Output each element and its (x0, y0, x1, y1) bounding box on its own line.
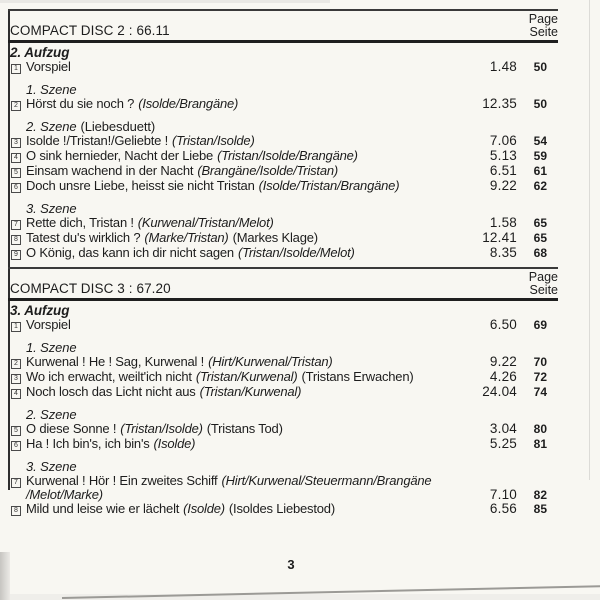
track-note: (Tristans Tod) (206, 421, 283, 436)
track-note: (Isoldes Liebestod) (228, 501, 335, 516)
track-cast: (Tristan/Isolde/Brangäne) (217, 148, 358, 163)
track-number (11, 474, 26, 489)
track-title-text: Noch losch das Licht nicht aus (26, 384, 196, 399)
track-number (11, 246, 26, 261)
track-number-box: 2 (11, 101, 21, 111)
track-title (26, 97, 459, 111)
track-number-box: 5 (11, 168, 21, 178)
track-cast: (Marke/Tristan) (144, 230, 229, 245)
track-number (11, 422, 26, 437)
track-title-text: Tatest du's wirklich ? (26, 230, 141, 245)
scene-heading-text: 1. Szene (26, 82, 77, 97)
track-page: 61 (533, 164, 547, 178)
track-row (8, 318, 558, 333)
track-number-box: 5 (11, 426, 21, 436)
scene-heading (26, 83, 558, 97)
track-time: 5.13 (489, 148, 517, 163)
track-title-text: Einsam wachend in der Nacht (26, 163, 194, 178)
track-title-text: Mild und leise wie er lächelt (26, 501, 180, 516)
track-time: 3.04 (489, 421, 517, 436)
track-page: 65 (533, 216, 547, 230)
track-title (26, 385, 459, 399)
track-page: 50 (533, 60, 547, 74)
track-title (26, 60, 459, 74)
track-number (11, 134, 26, 149)
track-row (8, 370, 558, 385)
track-title-text: Vorspiel (26, 59, 71, 74)
page-label-en: Page (528, 270, 558, 284)
track-cast: (Tristan/Isolde/Melot) (237, 245, 355, 260)
track-number-box: 6 (11, 183, 21, 193)
track-title (26, 474, 459, 502)
track-cast: (Isolde) (153, 436, 196, 451)
disc-title: COMPACT DISC 3 : 67.20 (10, 281, 171, 296)
right-edge-line (589, 0, 590, 480)
track-cast: (Tristan/Kurwenal) (199, 384, 302, 399)
track-row (8, 149, 558, 164)
track-cast: (Isolde/Brangäne) (138, 96, 239, 111)
track-page: 70 (533, 355, 547, 369)
scene-heading (26, 408, 558, 422)
track-number-box: 8 (11, 235, 21, 245)
track-cast: (Kurwenal/Tristan/Melot) (137, 215, 274, 230)
disc-title: COMPACT DISC 2 : 66.11 (10, 23, 170, 38)
track-page: 68 (533, 246, 547, 260)
track-page: 81 (533, 437, 547, 451)
track-title (26, 246, 459, 260)
track-title (26, 134, 459, 148)
scene-heading (26, 341, 558, 355)
track-row (8, 231, 558, 246)
scene-heading-note: (Liebesduett) (80, 119, 156, 134)
track-cast: (Hirt/Kurwenal/Steuermann/Brangäne (221, 473, 432, 488)
scene-heading-text: 3. Szene (26, 201, 77, 216)
track-number (11, 437, 26, 452)
track-row (8, 355, 558, 370)
track-number-box: 3 (11, 138, 21, 148)
track-number (11, 60, 26, 75)
track-row (8, 422, 558, 437)
scene-heading (26, 120, 558, 134)
track-title-text: O König, das kann ich dir nicht sagen (26, 245, 234, 260)
track-number (11, 502, 26, 517)
disc-section-3 (8, 267, 558, 517)
track-page: 69 (533, 318, 547, 332)
track-row (8, 216, 558, 231)
track-time: 6.56 (489, 501, 517, 516)
track-title (26, 502, 459, 516)
track-title-text: Kurwenal ! Hör ! Ein zweites Schiff (26, 473, 218, 488)
track-page: 80 (533, 422, 547, 436)
scene-heading-text: 2. Szene (26, 407, 77, 422)
track-page: 72 (533, 370, 547, 384)
disc-header (8, 267, 558, 301)
scene-heading-text: 2. Szene (26, 119, 77, 134)
track-number-box: 4 (11, 389, 21, 399)
scene-heading (26, 460, 558, 474)
page-label-de: Seite (529, 24, 558, 39)
act-heading: 3. Aufzug (10, 303, 70, 318)
track-number (11, 164, 26, 179)
track-number-box: 7 (11, 478, 21, 488)
track-cast-continued: /Melot/Marke) (26, 487, 103, 502)
track-cast: (Isolde) (183, 501, 225, 516)
tracklist-content (8, 9, 558, 517)
track-number (11, 179, 26, 194)
track-title-text: Isolde !/Tristan!/Geliebte ! (26, 133, 169, 148)
track-page: 54 (533, 134, 547, 148)
track-row (8, 474, 558, 502)
track-page: 85 (533, 502, 547, 516)
act-heading: 2. Aufzug (10, 45, 70, 60)
scene-heading-text: 1. Szene (26, 340, 77, 355)
track-number-box: 1 (11, 64, 21, 74)
track-number-box: 2 (11, 359, 21, 369)
track-time: 1.48 (489, 59, 517, 74)
page-label-de: Seite (529, 282, 558, 297)
footer-page-number: 3 (287, 557, 295, 572)
scene-heading-text: 3. Szene (26, 459, 77, 474)
track-number-box: 3 (11, 374, 21, 384)
track-title (26, 318, 459, 332)
track-title (26, 355, 459, 369)
track-time: 12.41 (482, 230, 517, 245)
track-number (11, 318, 26, 333)
disc-header (8, 9, 558, 43)
track-title-text: O sink hernieder, Nacht der Liebe (26, 148, 214, 163)
scan-edge-corner (0, 552, 10, 600)
track-time: 5.25 (489, 436, 517, 451)
track-title-text: O diese Sonne ! (26, 421, 117, 436)
track-time: 1.58 (489, 215, 517, 230)
track-number-box: 9 (11, 250, 21, 260)
page-label-en: Page (528, 12, 558, 26)
track-title (26, 149, 459, 163)
track-cast: (Tristan/Kurwenal) (195, 369, 298, 384)
track-title (26, 437, 459, 451)
track-number-box: 1 (11, 322, 21, 332)
track-number-box: 7 (11, 220, 21, 230)
track-title-text: Wo ich erwacht, weilt'ich nicht (26, 369, 192, 384)
track-row (8, 502, 558, 517)
disc-section-2 (8, 9, 558, 261)
track-row (8, 164, 558, 179)
track-cast: (Isolde/Tristan/Brangäne) (258, 178, 400, 193)
track-number-box: 6 (11, 441, 21, 451)
track-time: 12.35 (482, 96, 517, 111)
track-title-text: Rette dich, Tristan ! (26, 215, 134, 230)
track-number (11, 216, 26, 231)
track-title (26, 216, 459, 230)
track-time: 9.22 (489, 354, 517, 369)
track-number-box: 8 (11, 506, 21, 516)
track-title-text: Vorspiel (26, 317, 71, 332)
page-column-header (529, 270, 558, 296)
track-time: 6.51 (489, 163, 517, 178)
track-number-box: 4 (11, 153, 21, 163)
track-note: (Markes Klage) (232, 230, 318, 245)
track-title (26, 422, 459, 436)
track-row (8, 437, 558, 452)
track-number (11, 231, 26, 246)
track-cast: (Tristan/Isolde) (172, 133, 255, 148)
track-page: 74 (533, 385, 547, 399)
track-cast: (Brangäne/Isolde/Tristan) (197, 163, 339, 178)
track-time: 9.22 (489, 178, 517, 193)
track-page: 62 (533, 179, 547, 193)
track-time: 24.04 (482, 384, 517, 399)
track-title-text: Doch unsre Liebe, heisst sie nicht Tristan (26, 178, 255, 193)
track-page: 50 (533, 97, 547, 111)
track-number (11, 355, 26, 370)
track-cast: (Hirt/Kurwenal/Tristan) (208, 354, 333, 369)
track-cast: (Tristan/Isolde) (120, 421, 203, 436)
page-column-header (529, 12, 558, 38)
track-row (8, 134, 558, 149)
track-row (8, 97, 558, 112)
track-time: 7.06 (489, 133, 517, 148)
track-number (11, 385, 26, 400)
track-title (26, 370, 459, 384)
track-title (26, 231, 459, 245)
track-page: 59 (533, 149, 547, 163)
track-time: 4.26 (489, 369, 517, 384)
track-row (8, 385, 558, 400)
track-time: 6.50 (489, 317, 517, 332)
track-number (11, 149, 26, 164)
track-page: 65 (533, 231, 547, 245)
track-title-text: Kurwenal ! He ! Sag, Kurwenal ! (26, 354, 205, 369)
track-title (26, 164, 459, 178)
track-note: (Tristans Erwachen) (301, 369, 414, 384)
track-row (8, 179, 558, 194)
track-title (26, 179, 459, 193)
track-row (8, 60, 558, 75)
track-page: 82 (533, 488, 547, 502)
track-row (8, 246, 558, 261)
track-title-text: Ha ! Ich bin's, ich bin's (26, 436, 150, 451)
track-number (11, 97, 26, 112)
scan-edge-top (0, 0, 330, 3)
track-time: 8.35 (489, 245, 517, 260)
scene-heading (26, 202, 558, 216)
track-number (11, 370, 26, 385)
track-time: 7.10 (489, 487, 517, 502)
track-title-text: Hörst du sie noch ? (26, 96, 135, 111)
